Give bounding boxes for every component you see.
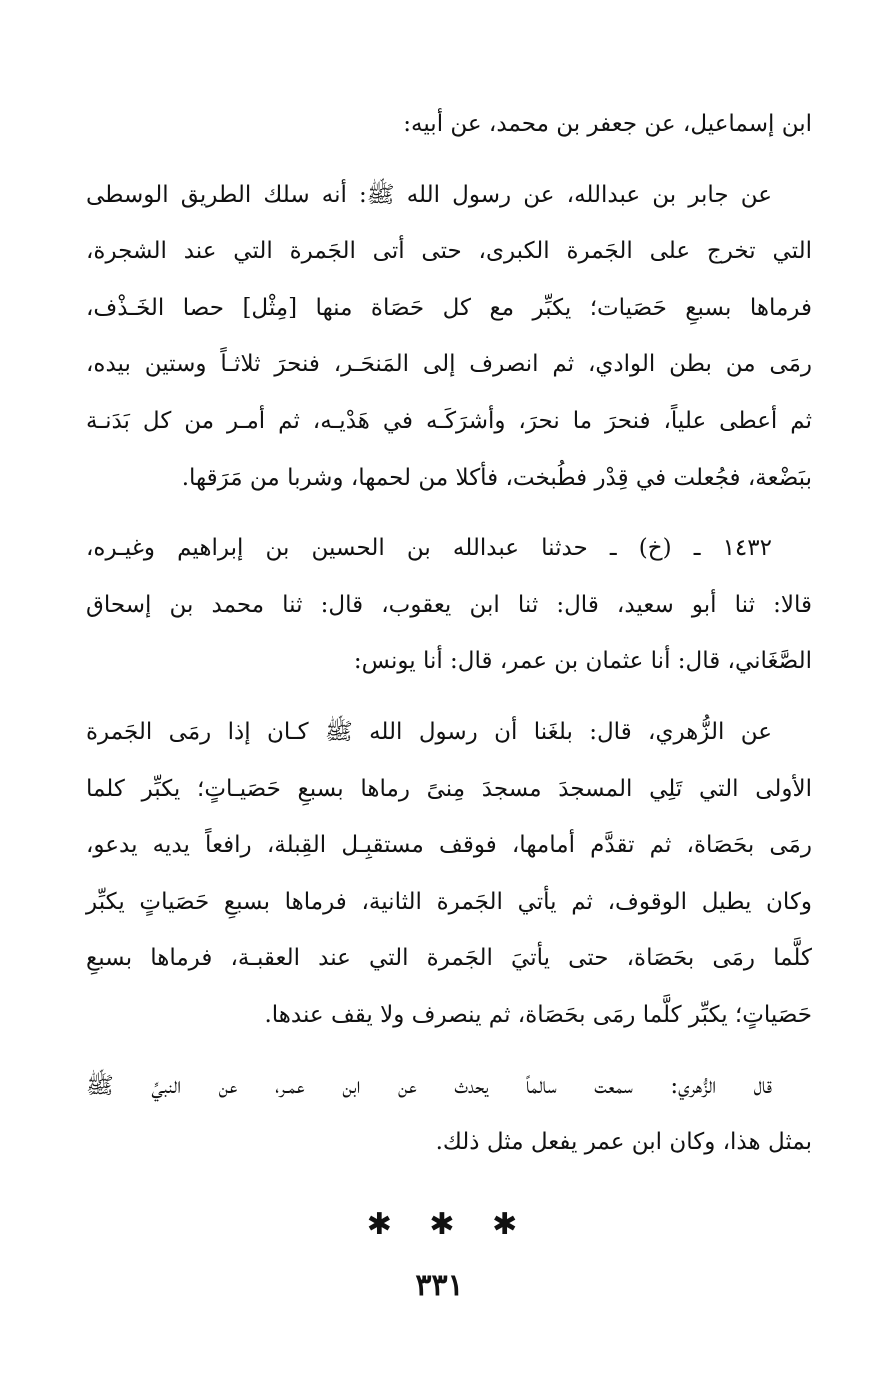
text-line: كلَّما رمَى بحَصَاة، حتى يأتيَ الجَمرة التي عند العقبـة، فرماها بسبعِ — [86, 945, 812, 972]
page-body — [86, 96, 812, 1242]
text-line: وكان يطيل الوقوف، ثم يأتي الجَمرة الثانية، فرماها بسبعِ حَصَياتٍ يكبِّر — [86, 888, 812, 915]
text-line: رمَى من بطن الوادي، ثم انصرف إلى المَنحَـر، فنحرَ ثلاثـاً وستين بيده، — [86, 351, 812, 378]
text-line: بمثل هذا، وكان ابن عمر يفعل مثل ذلك. — [435, 1129, 812, 1156]
page-number: ٣٣١ — [415, 1268, 464, 1303]
paragraph-isnad-continuation — [86, 96, 812, 153]
text-line: الأولى التي تَلِي المسجدَ مسجدَ مِنىً رماها بسبعِ حَصَيـاتٍ؛ يكبِّر كلما — [86, 775, 812, 802]
text-line: ثم أعطى علياً، فنحرَ ما نحرَ، وأشرَكَـه في هَدْيـه، ثم أمـر من كل بَدَنـة — [86, 407, 812, 434]
text-line: عن جابر بن عبدالله، عن رسول الله ﷺ: أنه سلك الطريق الوسطى — [86, 181, 772, 208]
section-separator-stars: ✱ ✱ ✱ — [366, 1206, 532, 1242]
text-line: ١٤٣٢ ـ (خ) ـ حدثنا عبدالله بن الحسين بن إبراهيم وغيـره، — [86, 535, 772, 562]
text-line: قالا: ثنا أبو سعيد، قال: ثنا ابن يعقوب، قال: ثنا محمد بن إسحاق — [86, 591, 812, 618]
text-line: فرماها بسبعِ حَصَيات؛ يكبِّر مع كل حَصَاة منها [مِثْل] حصا الخَـذْف، — [86, 294, 812, 321]
text-line: قال الزُّهري: سمعت سالماً يحدث عن ابن عمـر، عن النبيِّ ﷺ — [86, 1072, 772, 1099]
text-line: ابن إسماعيل، عن جعفر بن محمد، عن أبيه: — [403, 111, 812, 137]
text-line: حَصَياتٍ؛ يكبِّر كلَّما رمَى بحَصَاة، ثم ينصرف ولا يقف عندها. — [264, 1001, 812, 1028]
paragraph-zuhri-hadith — [86, 704, 812, 1044]
text-line: التي تخرج على الجَمرة الكبرى، حتى أتى الجَمرة التي عند الشجرة، — [86, 238, 812, 265]
text-line: رمَى بحَصَاة، ثم تقدَّم أمامها، فوقف مستقبِـل القِبلة، رافعاً يديه يدعو، — [86, 832, 812, 859]
paragraph-hadith-1432-isnad — [86, 520, 812, 690]
text-line: الصَّغَاني، قال: أنا عثمان بن عمر، قال: أنا يونس: — [353, 648, 812, 675]
paragraph-jabir-hadith — [86, 167, 812, 507]
text-line: عن الزُّهري، قال: بلغَنا أن رسول الله ﷺ كـان إذا رمَى الجَمرة — [86, 718, 772, 745]
text-line: ببَضْعة، فجُعلت في قِدْر فطُبخت، فأكلا من لحمها، وشربا من مَرَقها. — [181, 464, 812, 491]
paragraph-zuhri-salim — [86, 1058, 812, 1171]
